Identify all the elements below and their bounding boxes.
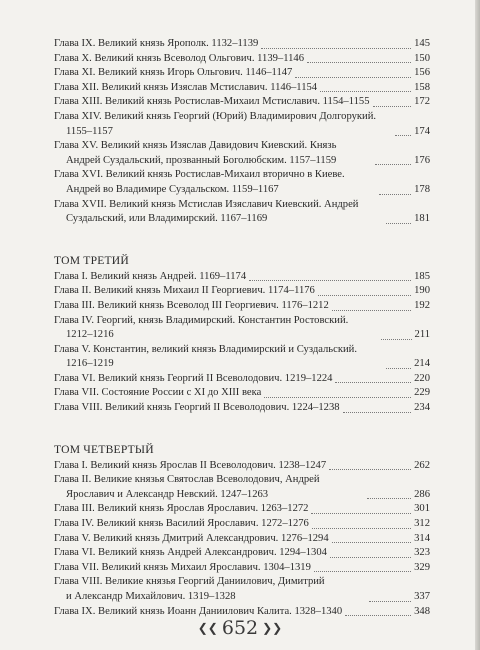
toc-entry bbox=[54, 198, 430, 227]
entry-title-line: Глава XIII. Великий князь Ростислав-Михаил Мстиславич. 1154–1155 bbox=[54, 96, 370, 108]
entry-title-line: Глава V. Великий князь Дмитрий Александрович. 1276–1294 bbox=[54, 532, 329, 544]
entry-title-line: Глава I. Великий князь Ярослав II Всеволодович. 1238–1247 bbox=[54, 459, 327, 471]
entry-title bbox=[54, 343, 383, 372]
entry-title-line: Глава XVII. Великий князь Мстислав Изяславич Киевский. Андрей bbox=[54, 198, 359, 210]
entry-page-number: 214 bbox=[414, 358, 431, 370]
entry-page-number: 262 bbox=[414, 459, 430, 471]
entry-title bbox=[54, 81, 317, 96]
dot-leader bbox=[329, 469, 411, 470]
toc-entry bbox=[54, 575, 430, 604]
toc-entry bbox=[54, 270, 430, 285]
entry-title-line: Глава II. Великий князь Михаил II Георгиевич. 1174–1176 bbox=[54, 285, 315, 297]
entry-page-number: 156 bbox=[414, 67, 430, 79]
dot-leader bbox=[379, 194, 411, 195]
entry-page-number: 348 bbox=[414, 605, 430, 617]
entry-title-line: Глава XI. Великий князь Игорь Ольгович. 1146–1147 bbox=[54, 67, 293, 79]
entry-title bbox=[54, 299, 329, 314]
entry-title-line: Глава VIII. Великие князья Георгий Даниилович, Димитрий bbox=[54, 576, 325, 588]
dot-leader bbox=[320, 91, 411, 92]
section-title: ТОМ ТРЕТИЙ bbox=[54, 253, 129, 267]
toc-entry bbox=[54, 66, 430, 81]
right-ornament: ❯❯ bbox=[262, 621, 283, 635]
dot-leader bbox=[311, 513, 411, 514]
entry-title-continuation: Суздальский, или Владимирский. 1167–1169 bbox=[66, 213, 268, 225]
toc-entry bbox=[54, 343, 430, 372]
dot-leader bbox=[312, 528, 411, 529]
entry-page-number: 158 bbox=[414, 81, 430, 93]
entry-page-number: 229 bbox=[414, 387, 430, 399]
toc-entry bbox=[54, 52, 430, 67]
dot-leader bbox=[330, 557, 411, 558]
entry-title bbox=[54, 52, 304, 67]
table-of-contents bbox=[54, 37, 430, 619]
entry-title bbox=[54, 546, 327, 561]
entry-page-number: 220 bbox=[414, 372, 430, 384]
entry-title-continuation: Андрей Суздальский, прозванный Боголюбским. 1157–1159 bbox=[66, 154, 337, 166]
toc-entry bbox=[54, 139, 430, 168]
toc-entry bbox=[54, 459, 430, 474]
dot-leader bbox=[367, 498, 411, 499]
entry-title bbox=[54, 517, 309, 532]
entry-title-line: Глава V. Константин, великий князь Владимирский и Суздальский. bbox=[54, 343, 357, 355]
dot-leader bbox=[373, 106, 412, 107]
dot-leader bbox=[332, 542, 411, 543]
entry-title-line: Глава IX. Великий князь Иоанн Даниилович Калита. 1328–1340 bbox=[54, 605, 343, 617]
entry-title-line: Глава III. Великий князь Ярослав Ярославич. 1263–1272 bbox=[54, 503, 309, 515]
entry-page-number: 176 bbox=[414, 154, 430, 166]
entry-title bbox=[54, 386, 261, 401]
entry-title-line: Глава XV. Великий князь Изяслав Давидович Киевский. Князь bbox=[54, 140, 337, 152]
entry-page-number: 190 bbox=[414, 285, 430, 297]
toc-entry bbox=[54, 95, 430, 110]
toc-entry bbox=[54, 81, 430, 96]
entry-title-line: Глава IV. Великий князь Василий Ярославич. 1272–1276 bbox=[54, 518, 309, 530]
entry-title-continuation: и Александр Михайлович. 1319–1328 bbox=[66, 591, 236, 602]
entry-title bbox=[54, 110, 392, 139]
toc-entry bbox=[54, 37, 430, 52]
toc-entry bbox=[54, 401, 430, 416]
entry-title bbox=[54, 139, 372, 168]
entry-title-line: Глава II. Великие князья Святослав Всеволодович, Андрей bbox=[54, 474, 320, 486]
page-number-text: 652 bbox=[221, 617, 259, 639]
dot-leader bbox=[343, 412, 412, 413]
page-number bbox=[0, 617, 480, 639]
entry-title-continuation: Ярославич и Александр Невский. 1247–1263 bbox=[66, 488, 269, 500]
entry-page-number: 150 bbox=[414, 52, 430, 64]
entry-title-line: Глава XVI. Великий князь Ростислав-Михаил вторично в Киеве. bbox=[54, 169, 345, 181]
entry-page-number: 337 bbox=[414, 591, 430, 602]
entry-title bbox=[54, 284, 315, 299]
toc-entry bbox=[54, 517, 430, 532]
book-spine-shadow bbox=[475, 0, 480, 650]
dot-leader bbox=[261, 48, 411, 49]
entry-title-line: Глава IV. Георгий, князь Владимирский. Константин Ростовский. bbox=[54, 314, 349, 326]
entry-title bbox=[54, 314, 378, 343]
dot-leader bbox=[318, 295, 411, 296]
toc-entry bbox=[54, 561, 430, 576]
entry-title bbox=[54, 561, 311, 576]
entry-page-number: 329 bbox=[414, 561, 430, 573]
dot-leader bbox=[307, 62, 411, 63]
entry-title-line: Глава IX. Великий князь Ярополк. 1132–1139 bbox=[54, 38, 259, 49]
entry-title-line: Глава III. Великий князь Всеволод III Георгиевич. 1176–1212 bbox=[54, 299, 329, 311]
entry-page-number: 174 bbox=[414, 125, 430, 137]
entry-page-number: 185 bbox=[414, 270, 430, 282]
entry-title bbox=[54, 168, 376, 197]
entry-page-number: 192 bbox=[414, 299, 430, 311]
entry-title-continuation: 1216–1219 bbox=[66, 358, 114, 370]
entry-title-line: Глава I. Великий князь Андрей. 1169–1174 bbox=[54, 270, 247, 282]
toc-entry bbox=[54, 386, 430, 401]
entry-title-line: Глава XII. Великий князь Изяслав Мстиславич. 1146–1154 bbox=[54, 81, 318, 93]
entry-title-continuation: Андрей во Владимире Суздальском. 1159–1167 bbox=[66, 183, 279, 195]
dot-leader bbox=[249, 280, 411, 281]
toc-entry bbox=[54, 314, 430, 343]
entry-title-continuation: 1212–1216 bbox=[66, 329, 114, 341]
entry-title bbox=[54, 473, 364, 502]
dot-leader bbox=[386, 223, 411, 224]
entry-page-number: 178 bbox=[414, 183, 430, 195]
dot-leader bbox=[332, 310, 411, 311]
dot-leader bbox=[375, 164, 411, 165]
dot-leader bbox=[335, 382, 411, 383]
entry-title bbox=[54, 575, 366, 604]
toc-entry bbox=[54, 168, 430, 197]
dot-leader bbox=[264, 397, 411, 398]
entry-page-number: 211 bbox=[414, 329, 431, 341]
toc-entry bbox=[54, 299, 430, 314]
entry-title-line: Глава X. Великий князь Всеволод Ольгович. 1139–1146 bbox=[54, 52, 305, 64]
toc-entry bbox=[54, 473, 430, 502]
section-title: ТОМ ЧЕТВЕРТЫЙ bbox=[54, 442, 154, 456]
dot-leader bbox=[295, 77, 411, 78]
left-ornament: ❮❮ bbox=[197, 621, 218, 635]
entry-page-number: 286 bbox=[414, 488, 430, 500]
entry-title bbox=[54, 95, 370, 110]
dot-leader bbox=[314, 571, 411, 572]
toc-entry bbox=[54, 284, 430, 299]
entry-title-line: Глава VI. Великий князь Андрей Александрович. 1294–1304 bbox=[54, 547, 327, 559]
toc-entry bbox=[54, 110, 430, 139]
entry-title-line: Глава VII. Великий князь Михаил Ярославич. 1304–1319 bbox=[54, 561, 311, 573]
entry-title bbox=[54, 37, 258, 52]
entry-title bbox=[54, 502, 308, 517]
entry-page-number: 172 bbox=[414, 96, 430, 108]
entry-title bbox=[54, 459, 326, 474]
entry-page-number: 181 bbox=[414, 213, 430, 225]
toc-entry bbox=[54, 502, 430, 517]
dot-leader bbox=[369, 601, 411, 602]
entry-title-line: Глава VIII. Великий князь Георгий II Всеволодович. 1224–1238 bbox=[54, 402, 340, 414]
dot-leader bbox=[386, 368, 412, 369]
entry-page-number: 145 bbox=[414, 38, 430, 49]
toc-entry bbox=[54, 546, 430, 561]
dot-leader bbox=[381, 339, 411, 340]
toc-entry bbox=[54, 532, 430, 547]
toc-entry bbox=[54, 372, 430, 387]
entry-title bbox=[54, 66, 292, 81]
entry-title bbox=[54, 270, 246, 285]
entry-title bbox=[54, 401, 340, 416]
entry-title bbox=[54, 198, 383, 227]
entry-title-line: Глава XIV. Великий князь Георгий (Юрий) Владимирович Долгорукий. bbox=[54, 110, 377, 122]
dot-leader bbox=[395, 135, 411, 136]
entry-title-line: Глава VII. Состояние России с XI до XIII века bbox=[54, 387, 262, 399]
entry-page-number: 323 bbox=[414, 547, 430, 559]
entry-page-number: 314 bbox=[414, 532, 430, 544]
entry-title-continuation: 1155–1157 bbox=[66, 125, 113, 137]
entry-title-line: Глава VI. Великий князь Георгий II Всеволодович. 1219–1224 bbox=[54, 372, 333, 384]
entry-page-number: 301 bbox=[414, 503, 430, 515]
entry-title bbox=[54, 532, 329, 547]
entry-page-number: 234 bbox=[414, 402, 430, 414]
entry-page-number: 312 bbox=[414, 518, 430, 530]
entry-title bbox=[54, 372, 332, 387]
